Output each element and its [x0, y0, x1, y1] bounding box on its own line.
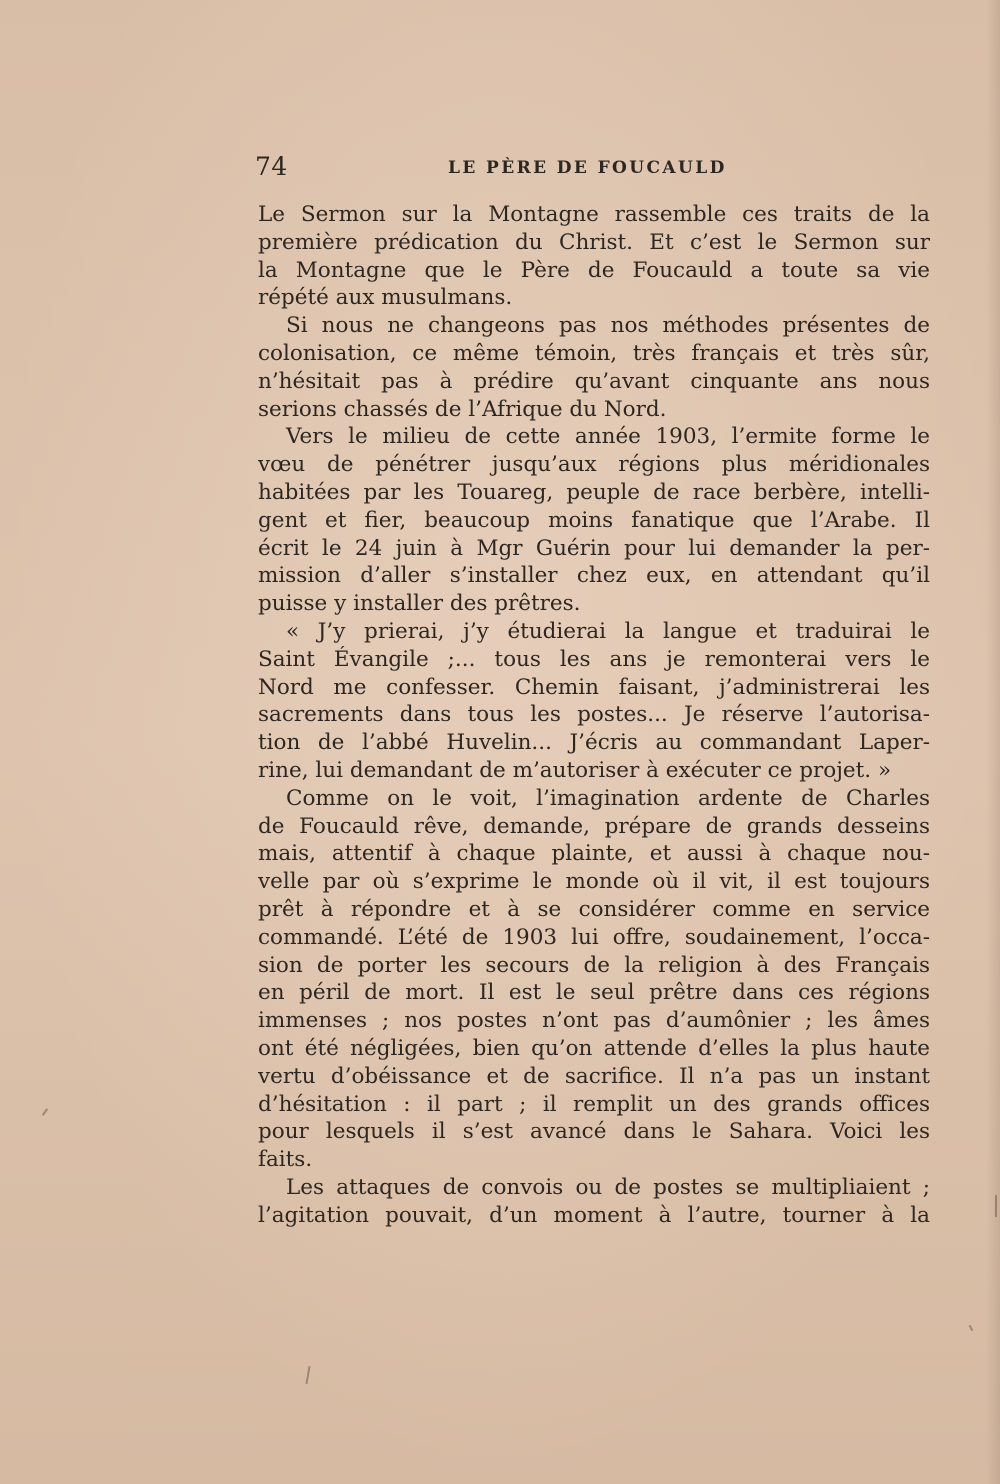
text-line: la Montagne que le Père de Foucauld a toute sa vie	[258, 257, 930, 283]
text-line: vertu d’obéissance et de sacrifice. Il n’a pas un instant	[258, 1063, 930, 1089]
text-line: écrit le 24 juin à Mgr Guérin pour lui demander la per-	[258, 535, 930, 561]
text-line: en péril de mort. Il est le seul prêtre dans ces régions	[258, 980, 930, 1006]
text-line: l’agitation pouvait, d’un moment à l’autre, tourner à la	[258, 1202, 930, 1228]
text-line: Comme on le voit, l’imagination ardente de Charles	[286, 785, 930, 811]
text-line: répété aux musulmans.	[258, 285, 513, 311]
page-header	[255, 150, 935, 184]
text-line: n’hésitait pas à prédire qu’avant cinquante ans nous	[258, 368, 930, 394]
paper-speck	[42, 1108, 48, 1116]
text-line: serions chassés de l’Afrique du Nord.	[258, 396, 667, 422]
text-line: « J’y prierai, j’y étudierai la langue et traduirai le	[286, 618, 930, 644]
running-title: LE PÈRE DE FOUCAULD	[448, 158, 727, 178]
text-line: Les attaques de convois ou de postes se multipliaient ;	[286, 1174, 930, 1200]
paper-speck	[995, 1195, 997, 1217]
body-text	[258, 201, 930, 1229]
text-line: pour lesquels il s’est avancé dans le Sahara. Voici les	[258, 1119, 930, 1145]
text-line: mission d’aller s’installer chez eux, en attendant qu’il	[258, 563, 930, 589]
paper-speck	[305, 1366, 310, 1384]
text-line: tion de l’abbé Huvelin... J’écris au commandant Laper-	[258, 730, 930, 756]
text-line: prêt à répondre et à se considérer comme en service	[258, 896, 930, 922]
text-line: sacrements dans tous les postes... Je réserve l’autorisa-	[258, 702, 930, 728]
text-line: de Foucauld rêve, demande, prépare de grands desseins	[258, 813, 930, 839]
text-line: faits.	[258, 1147, 313, 1173]
text-line: velle par où s’exprime le monde où il vit, il est toujours	[258, 869, 930, 895]
text-line: d’hésitation : il part ; il remplit un des grands offices	[258, 1091, 930, 1117]
text-line: Si nous ne changeons pas nos méthodes présentes de	[286, 313, 930, 339]
text-line: vœu de pénétrer jusqu’aux régions plus méridionales	[258, 452, 930, 478]
text-line: ont été négligées, bien qu’on attende d’elles la plus haute	[258, 1035, 930, 1061]
paper-speck	[969, 1325, 974, 1331]
text-line: puisse y installer des prêtres.	[258, 591, 581, 617]
text-line: colonisation, ce même témoin, très français et très sûr,	[258, 340, 930, 366]
page-number: 74	[255, 152, 288, 181]
text-line: mais, attentif à chaque plainte, et aussi à chaque nou-	[258, 841, 930, 867]
text-line: Le Sermon sur la Montagne rassemble ces traits de la	[258, 202, 930, 227]
text-line: gent et fier, beaucoup moins fanatique que l’Arabe. Il	[258, 507, 930, 533]
text-line: rine, lui demandant de m’autoriser à exécuter ce projet. »	[258, 757, 892, 783]
page-edge-shadow	[986, 0, 1000, 1484]
text-line: immenses ; nos postes n’ont pas d’aumônier ; les âmes	[258, 1008, 930, 1034]
text-line: sion de porter les secours de la religion à des Français	[258, 952, 930, 978]
text-line: Nord me confesser. Chemin faisant, j’administrerai les	[258, 674, 930, 700]
text-line: Saint Évangile ;... tous les ans je remonterai vers le	[258, 646, 930, 672]
text-line: Vers le milieu de cette année 1903, l’ermite forme le	[286, 424, 930, 450]
text-line: habitées par les Touareg, peuple de race berbère, intelli-	[258, 479, 930, 505]
text-line: première prédication du Christ. Et c’est le Sermon sur	[258, 229, 930, 255]
text-line: commandé. L’été de 1903 lui offre, soudainement, l’occa-	[258, 924, 930, 950]
